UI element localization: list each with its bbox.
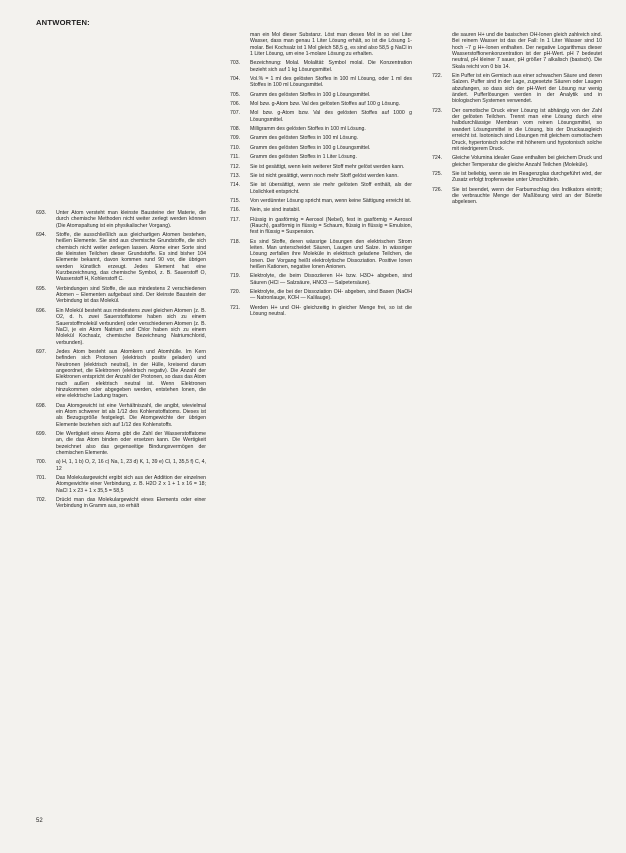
answer-entry <box>230 101 412 107</box>
answer-text: Vol.% = 1 ml des gelösten Stoffes in 100 ml Lösung, oder 1 ml des Stoffes in 100 ml Lösungsmittel. <box>250 76 412 89</box>
answer-text: Elektrolyte, die bei der Dissoziation OH- abgeben, sind Basen (NaOH — Natronlauge, KOH — Kalilauge). <box>250 289 412 302</box>
answer-text: Milligramm des gelösten Stoffes in 100 ml Lösung. <box>250 126 366 133</box>
answer-number: 716. <box>230 207 241 214</box>
answer-entry <box>230 305 412 318</box>
answer-text: Mol bzw. g-Atom bzw. Val des gelösten Stoffes auf 1000 g Lösungsmittel. <box>250 110 412 123</box>
answer-text: Verbindungen sind Stoffe, die aus mindestens 2 verschiedenen Atomen – Elementen aufgebaut sind. Der kleinste Baustein der Verbindung ist das Molekül. <box>56 285 206 305</box>
answer-text: Die Wertigkeit eines Atoms gibt die Zahl der Wasserstoffatome an, die das Atom binden oder ersetzen kann. Die Wertigkeit bezeichnet also das gegenseitige Bindungsvermögen der chemischen Elemente. <box>56 431 206 457</box>
answer-number: 720. <box>230 289 241 295</box>
answer-text: Sie ist gesättigt, wenn kein weiterer Stoff mehr gelöst werden kann. <box>250 163 405 170</box>
answer-entry <box>36 349 206 400</box>
answer-text: Es sind Stoffe, deren wässrige Lösungen den elektrischen Strom leiten. Man unterscheidet Säuren, Laugen und Salze. In wässriger Lösung zerfallen ihre Moleküle in elektrisch geladene Teilchen, die Ionen. Der Vorgang heißt elektrolytische Dissoziation. Positive Ionen heißen Kationen, negative Ionen Anionen. <box>250 238 412 270</box>
answer-text: Der osmotische Druck einer Lösung ist abhängig von der Zahl der gelösten Teilchen. Trennt man eine Lösung durch eine halbdurchlässige Membran vom reinen Lösungsmittel, so wandert Lösungsmittel in die Lösung, bis der Druckausgleich erreicht ist. Isotonisch sind Lösungen mit gleichem osmotischem Druck, hypertonisch solche mit höherem und hypotonisch solche mit niedrigerem Druck. <box>452 107 602 152</box>
answer-number: 693. <box>36 210 47 216</box>
answer-number: 700. <box>36 459 47 466</box>
answer-text: Sie ist nicht gesättigt, wenn noch mehr Stoff gelöst werden kann. <box>250 172 399 179</box>
answer-number: 701. <box>36 475 47 482</box>
answer-entry <box>36 475 206 494</box>
answer-entry <box>36 459 206 472</box>
answer-number: 721. <box>230 304 241 311</box>
answer-text: Unter Atom versteht man kleinste Bausteine der Materie, die durch chemische Methoden nicht weiter zerlegt werden können (Die Atomspaltung ist ein physikalischer Vorgang). <box>56 210 206 229</box>
answer-number: 706. <box>230 101 241 108</box>
answer-number: 715. <box>230 197 241 204</box>
answer-number: 696. <box>36 307 47 314</box>
answer-text: Stoffe, die ausschließlich aus gleichartigen Atomen bestehen, heißen Elemente. Sie sind aus chemische Grundstoffe, die sich chemisch nicht weiter zerlegen lassen. Atome einer Sorte sind die kleinsten Teilchen dieser Grundstoffe. Es sind bisher 104 Elemente bekannt, davon kommen rund 90 vor, die übrigen werden künstlich erzeugt. Jedes Element hat eine Kurzbezeichnung, das chemische Symbol, z. B. Sauerstoff O, Wasserstoff H, Kohlenstoff C. <box>56 232 206 283</box>
answer-entry <box>36 403 206 428</box>
answer-entry <box>36 308 206 346</box>
answer-number: 711. <box>230 154 240 161</box>
answer-text: die sauren H+ und die basischen OH-Ionen gleich zahlreich sind. Bei reinem Wasser ist das der Fall: In 1 Liter Wasser sind 10 hoch −7 g H+-Ionen enthalten. Der negative Logarithmus dieser Wasserstoffionenkonzentration ist der pH-Wert. pH 7 bedeutet neutral, pH kleiner 7 sauer, pH größer 7 alkalisch (basisch). Die Skala reicht von 0 bis 14. <box>452 32 602 70</box>
answer-text: Werden H+ und OH- gleichzeitig in gleicher Menge frei, so ist die Lösung neutral. <box>250 304 412 318</box>
answer-text: Nein, sie sind instabil. <box>250 207 301 214</box>
answer-number: 725. <box>432 170 443 177</box>
answer-text: Das Atomgewicht ist eine Verhältniszahl, die angibt, wievielmal ein Atom schwerer ist als 1/12 des Kohlenstoffatoms. Dieses ist als Bezugsgröße festgelegt. Die Atomgewichte der übrigen Elemente beziehen sich auf 1/12 des Kohlenstoffs. <box>56 402 206 428</box>
answer-text: Flüssig in gasförmig = Aerosol (Nebel), fest in gasförmig = Aerosol (Rauch), gasförmig in flüssig = Schaum, flüssig in flüssig = Emulsion, fest in flüssig = Suspension. <box>250 216 412 236</box>
answer-number: 698. <box>36 402 47 409</box>
answer-text: Von verdünnter Lösung spricht man, wenn keine Sättigung erreicht ist. <box>250 197 412 204</box>
answer-text: Drückt man das Molekulargewicht eines Elements oder einer Verbindung in Gramm aus, so erhält <box>56 497 206 510</box>
answer-entry <box>230 126 412 132</box>
answer-text: Ein Molekül besteht aus mindestens zwei gleichen Atomen (z. B. O2, d. h. zwei Sauerstoffatome haben sich zu einem Sauerstoffmolekül verbunden) oder verschiedenen Atomen (z. B. NaCl, je ein Atom Natrium und Chlor haben sich zu einem Molekül Kochsalz, chemische Bezeichnung Natriumchlorid, verbunden). <box>56 307 206 346</box>
answer-entry <box>230 207 412 213</box>
answer-number: 707. <box>230 110 241 117</box>
answer-number: 697. <box>36 348 47 355</box>
answer-entry <box>230 273 412 286</box>
answer-number: 722. <box>432 73 443 80</box>
text-column-left <box>36 210 206 513</box>
answer-text: Gramm des gelösten Stoffes in 100 g Lösungsmittel. <box>250 144 371 151</box>
answer-text: Jedes Atom besteht aus Atomkern und Atomhülle. Im Kern befinden sich Protonen (elektrisch positiv geladen) und Neutronen (elektrisch neutral), in der Hülle, kreisend darum angeordnet, die Elektronen (elektrisch negativ). Die Anzahl der Elektronen entspricht der Anzahl der Protonen, so dass das Atom nach außen elektrisch neutral ist. Wenn Elektronen hinzukommen oder abgegeben werden, entstehen Ionen, die eine elektrische Ladung tragen. <box>56 348 206 400</box>
answer-entry <box>36 431 206 456</box>
answer-entry <box>230 198 412 204</box>
page-number: 52 <box>36 818 43 824</box>
answer-number: 699. <box>36 431 47 437</box>
answer-text: Elektrolyte, die beim Dissoziieren H+ bzw. H3O+ abgeben, sind Säuren (HCl — Salzsäure, HNO3 — Salpetersäure). <box>250 273 412 286</box>
answer-number: 713. <box>230 172 241 179</box>
answer-number: 702. <box>36 497 47 504</box>
answer-entry <box>432 187 602 206</box>
answer-number: 726. <box>432 186 443 193</box>
answer-number: 704. <box>230 76 241 83</box>
answer-number: 705. <box>230 91 241 98</box>
answer-number: 719. <box>230 273 241 280</box>
answer-entry <box>230 164 412 170</box>
answer-text: a) H, 1, 1 b) O, 2, 16 c) Na, 1, 23 d) K, 1, 39 e) Cl, 1, 35,5 f) C, 4, 12 <box>56 459 206 472</box>
answer-entry <box>230 92 412 98</box>
answer-number: 717. <box>230 216 241 223</box>
answer-number: 724. <box>432 155 443 162</box>
answer-number: 703. <box>230 60 241 67</box>
answer-entry <box>36 497 206 510</box>
answer-entry <box>230 173 412 179</box>
answer-number <box>230 32 250 57</box>
answer-entry <box>230 182 412 195</box>
answer-entry <box>432 155 602 168</box>
answer-number: 710. <box>230 144 241 151</box>
answer-text: Gleiche Volumina idealer Gase enthalten bei gleichem Druck und gleicher Temperatur die gleiche Anzahl Teilchen (Moleküle). <box>452 155 602 168</box>
answer-entry <box>432 108 602 152</box>
answer-entry <box>230 60 412 73</box>
answer-number: 708. <box>230 126 241 133</box>
answer-entry <box>36 232 206 283</box>
answer-text: Gramm des gelösten Stoffes in 1 Liter Lösung. <box>250 154 357 161</box>
answer-entry <box>432 32 602 70</box>
answer-entry <box>230 135 412 141</box>
answer-number: 694. <box>36 232 47 239</box>
answer-number: 718. <box>230 238 241 245</box>
answer-entry <box>230 32 412 57</box>
answer-entry <box>230 239 412 271</box>
answer-entry <box>230 76 412 89</box>
answer-text: Sie ist beendet, wenn der Farbumschlag des Indikators eintritt; die verbrauchte Menge der Maßlösung wird an der Bürette abgelesen. <box>452 186 602 206</box>
answer-entry <box>432 73 602 105</box>
answer-entry <box>36 286 206 305</box>
answer-entry <box>36 210 206 229</box>
page-title: ANTWORTEN: <box>36 18 90 27</box>
answer-text: Sie ist beliebig, wenn sie im Reagenzglas durchgeführt wird, der Zusatz erfolgt tropfenweise unter Umschütteln. <box>452 170 602 184</box>
answer-number: 714. <box>230 182 241 189</box>
answer-number: 723. <box>432 107 443 114</box>
answer-entry <box>230 217 412 236</box>
text-column-middle <box>230 32 412 320</box>
answer-number <box>432 32 452 70</box>
answer-text: Sie ist übersättigt, wenn sie mehr gelösten Stoff enthält, als der Löslichkeit entspricht. <box>250 182 412 195</box>
answer-entry <box>230 289 412 302</box>
answer-entry <box>230 110 412 123</box>
answer-entry <box>432 171 602 184</box>
answer-number: 712. <box>230 163 241 170</box>
answer-number: 695. <box>36 285 47 292</box>
answer-text: Gramm des gelösten Stoffes in 100 g Lösungsmittel. <box>250 91 371 98</box>
answer-text: Mol bzw. g-Atom bzw. Val des gelösten Stoffes auf 100 g Lösung. <box>250 101 401 108</box>
text-column-right <box>432 32 602 209</box>
answer-text: Ein Puffer ist ein Gemisch aus einer schwachen Säure und deren Salzen. Puffer sind in der Lage, zugesetzte Säuren oder Laugen abzufangen, so dass sich der pH-Wert der Lösung nur wenig ändert. Pufferlösungen werden in der Analytik und in biologischen Systemen verwendet. <box>452 73 602 105</box>
answer-text: man ein Mol dieser Substanz. Löst man dieses Mol in so viel Liter Wasser, dass man genau 1 Liter Lösung erhält, so ist die Lösung 1-molar. Bei Kochsalz ist 1 Mol gleich 58,5 g, es sind also 58,5 g NaCl in 1 Liter Lösung, um eine 1-molare Lösung zu erhalten. <box>250 32 412 58</box>
answer-entry <box>230 145 412 151</box>
answer-text: Das Molekulargewicht ergibt sich aus der Addition der einzelnen Atomgewichte einer Verbindung, z. B. H2O 2 x 1 + 1 x 16 = 18; NaCl 1 x 23 + 1 x 35,5 = 58,5 <box>56 475 206 494</box>
answer-text: Bezeichnung: Molal. Molalität: Symbol molal. Die Konzentration bezieht sich auf 1 kg Lösungsmittel. <box>250 60 412 73</box>
answer-number: 709. <box>230 135 241 142</box>
answer-entry <box>230 154 412 160</box>
answer-text: Gramm des gelösten Stoffes in 100 ml Lösung. <box>250 135 359 142</box>
